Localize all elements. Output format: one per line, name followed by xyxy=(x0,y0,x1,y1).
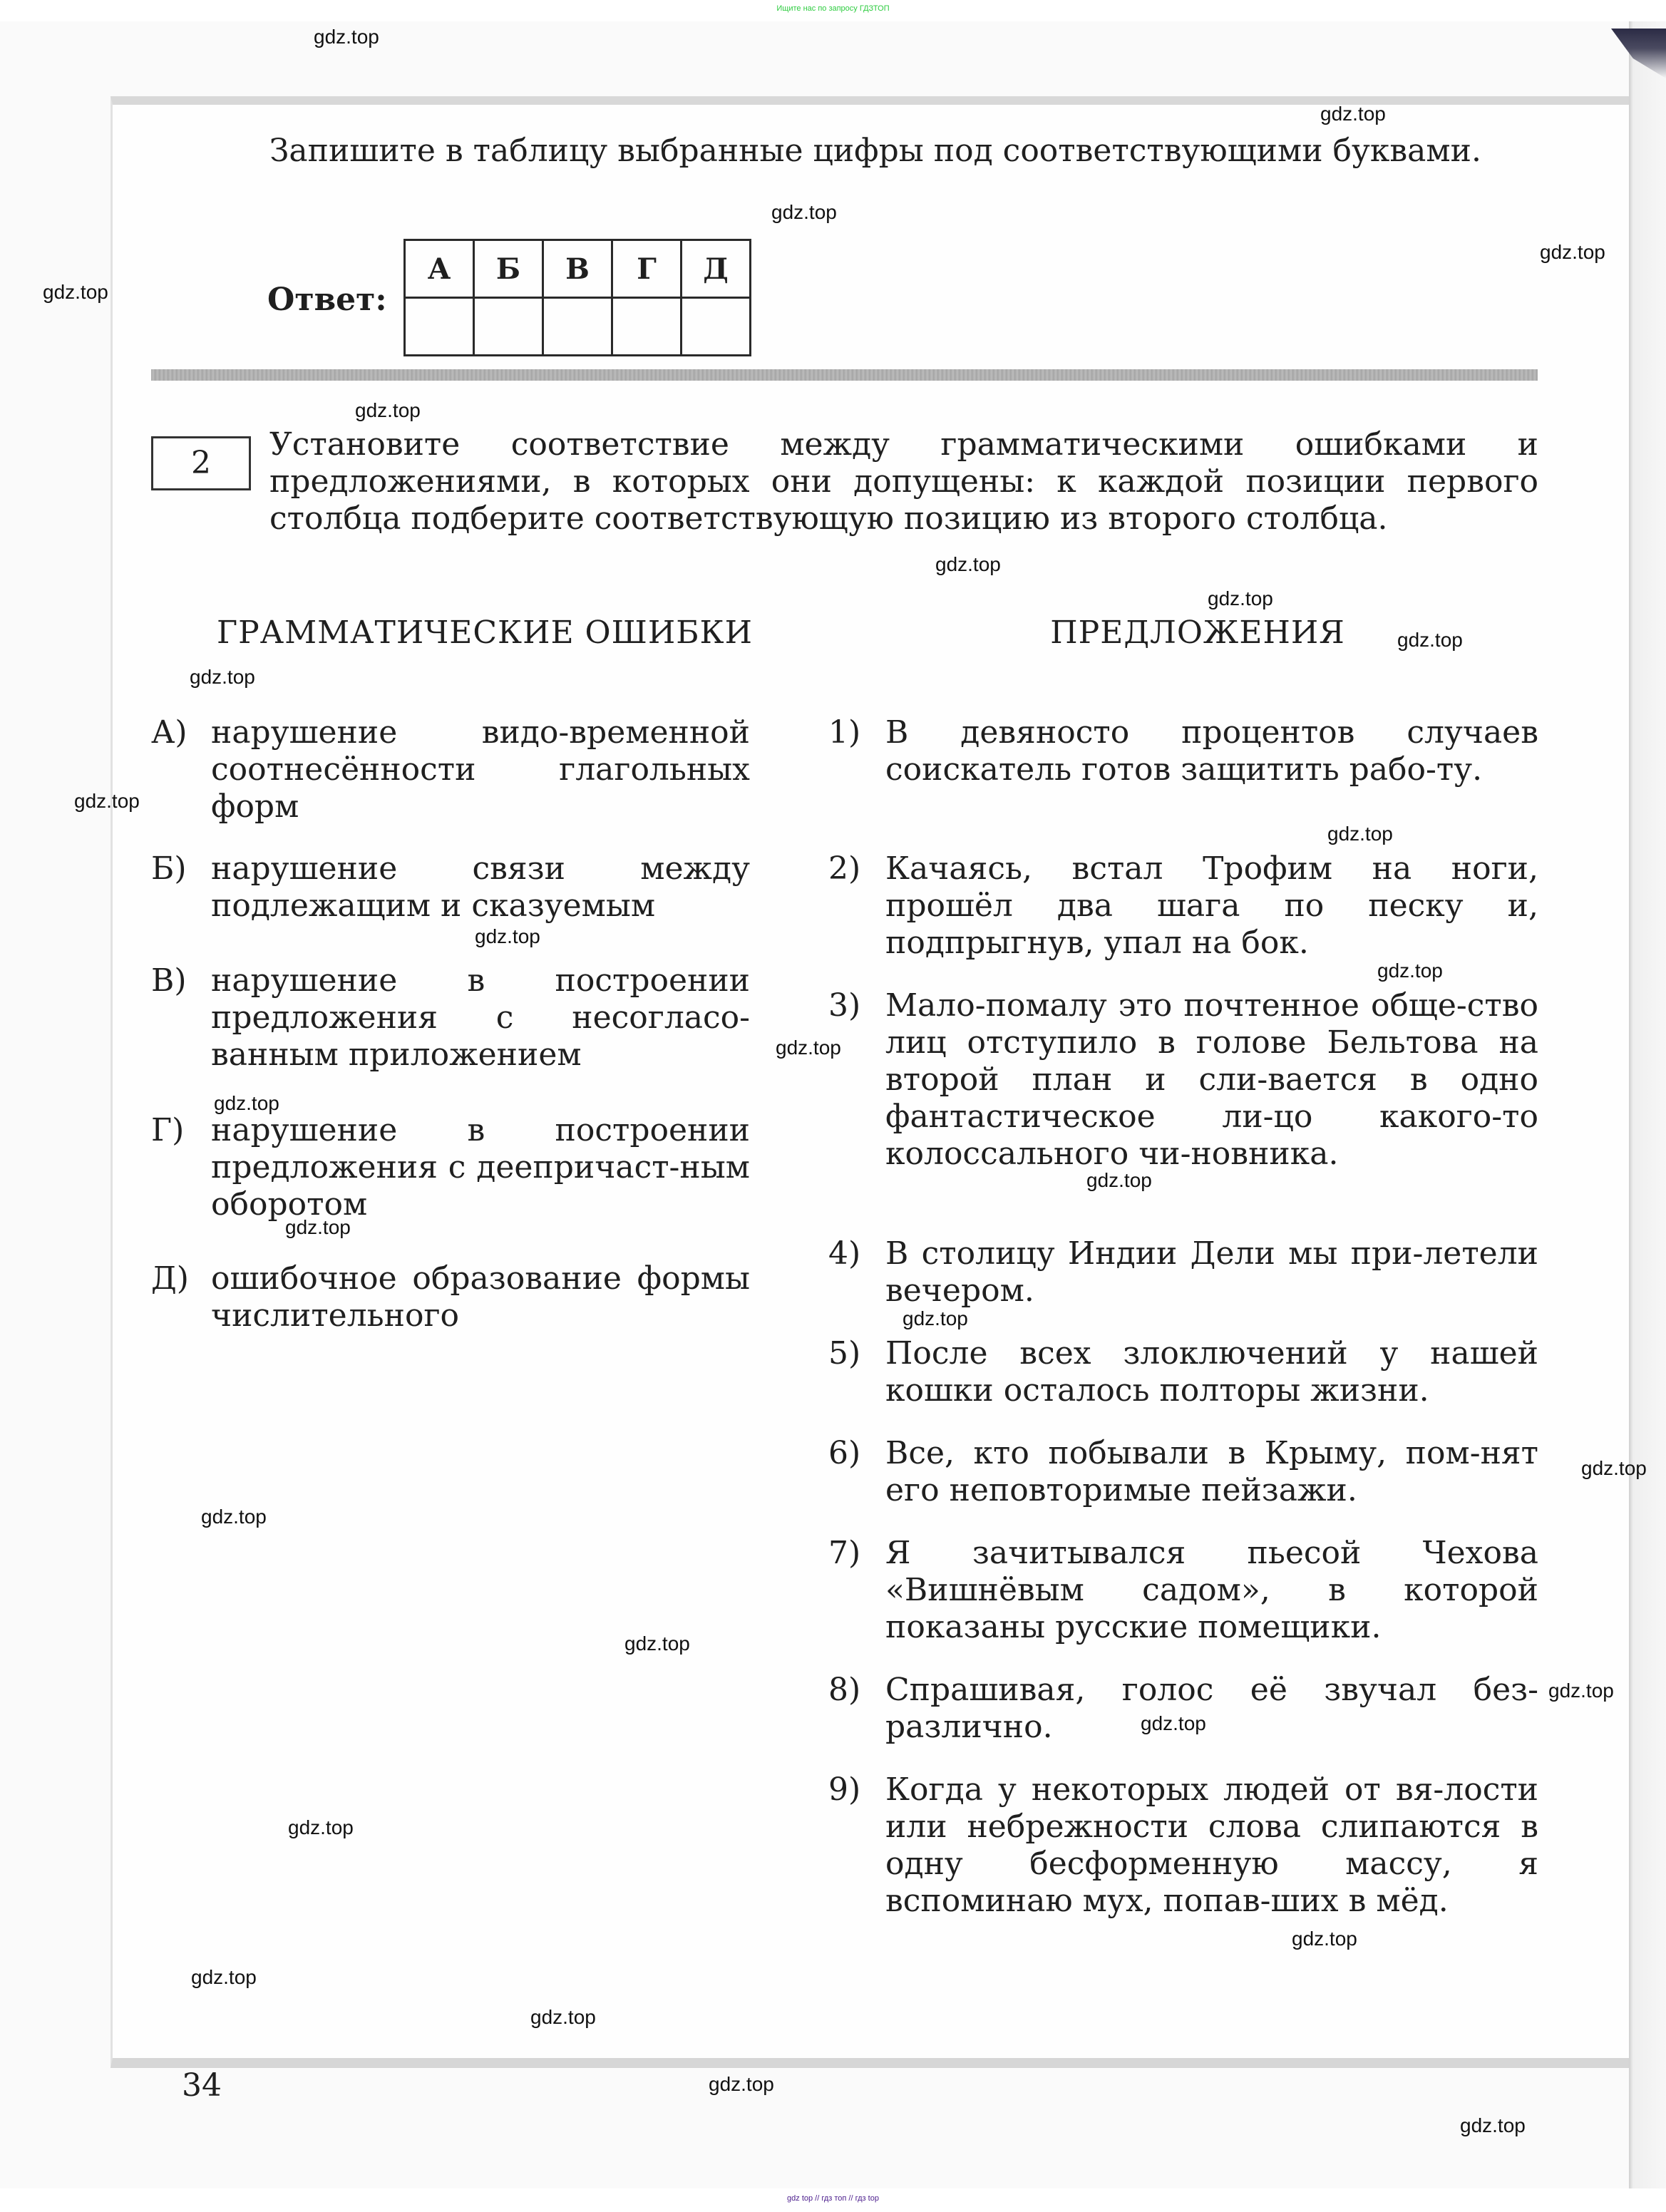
watermark: gdz.top xyxy=(1581,1457,1647,1479)
watermark: gdz.top xyxy=(903,1307,968,1329)
sentence-text: Качаясь, встал Трофим на ноги, прошёл два шага по песку и, подпрыгнув, упал на бок. xyxy=(885,850,1538,961)
watermark: gdz.top xyxy=(1327,823,1393,845)
sentence-text: Я зачитывался пьесой Чехова «Вишнёвым садом», в которой показаны русские помещики. xyxy=(885,1535,1538,1645)
sentence-item-5 xyxy=(828,1335,1538,1409)
sentence-label: 3) xyxy=(828,987,861,1024)
task-instruction: Установите соответствие между грамматическими ошибками и предложениями, в которых они допущены: к каждой позиции первого столбца подберите соответствующую позицию из второго столбца. xyxy=(269,426,1538,537)
top-banner: Ищите нас по запросу ГДЗТОП xyxy=(776,4,890,13)
sentence-item-2 xyxy=(828,850,1538,962)
sentence-label: 1) xyxy=(828,714,861,751)
error-label: В) xyxy=(151,962,187,999)
sentence-item-1 xyxy=(828,714,1538,788)
answer-cell-g[interactable] xyxy=(612,298,682,356)
error-item-a xyxy=(151,714,750,825)
watermark: gdz.top xyxy=(1540,241,1605,263)
task-number-box: 2 xyxy=(151,436,251,490)
sentence-item-4 xyxy=(828,1235,1538,1310)
error-text: нарушение связи между подлежащим и сказуемым xyxy=(211,850,750,924)
watermark: gdz.top xyxy=(1377,960,1443,982)
book-spine-shadow xyxy=(1629,21,1666,2188)
sentence-text: Все, кто побывали в Крыму, пом-нят его неповторимые пейзажи. xyxy=(885,1435,1538,1508)
sentence-text: В девяносто процентов случаев соискатель готов защитить рабо-ту. xyxy=(885,714,1538,788)
sentence-label: 7) xyxy=(828,1535,861,1571)
sentence-label: 5) xyxy=(828,1335,861,1372)
watermark: gdz.top xyxy=(314,26,379,48)
answer-col-d: Д xyxy=(682,240,751,298)
sentence-label: 8) xyxy=(828,1672,861,1708)
error-label: Б) xyxy=(151,850,187,887)
watermark: gdz.top xyxy=(43,281,108,303)
watermark: gdz.top xyxy=(624,1632,690,1655)
answer-col-g: Г xyxy=(612,240,682,298)
watermark: gdz.top xyxy=(935,553,1001,575)
watermark: gdz.top xyxy=(1208,587,1273,609)
bottom-banner: gdz top // гдз топ // гдз top xyxy=(787,2194,879,2203)
sentence-text: Когда у некоторых людей от вя-лости или небрежности слова слипаются в одну бесформенную массу, я вспоминаю мух, попав-ших в мёд. xyxy=(885,1771,1538,1919)
error-label: Г) xyxy=(151,1112,185,1148)
watermark: gdz.top xyxy=(191,1966,257,1988)
watermark: gdz.top xyxy=(1292,1928,1357,1950)
answer-col-b: Б xyxy=(474,240,543,298)
error-label: Д) xyxy=(151,1260,189,1297)
sentence-label: 2) xyxy=(828,850,861,887)
answer-table xyxy=(403,239,751,356)
answer-cell-d[interactable] xyxy=(682,298,751,356)
answer-cell-a[interactable] xyxy=(405,298,474,356)
sentence-label: 6) xyxy=(828,1435,861,1471)
answer-table-value-row xyxy=(405,298,751,356)
watermark: gdz.top xyxy=(285,1216,351,1238)
watermark: gdz.top xyxy=(355,399,421,421)
error-item-b xyxy=(151,850,750,925)
sentence-item-9 xyxy=(828,1771,1538,1920)
watermark: gdz.top xyxy=(1320,103,1386,125)
section-divider xyxy=(151,369,1538,381)
sentence-label: 4) xyxy=(828,1235,861,1272)
watermark: gdz.top xyxy=(1086,1169,1152,1191)
sentences-column-header: ПРЕДЛОЖЕНИЯ xyxy=(1050,614,1345,651)
error-item-d xyxy=(151,1260,750,1334)
sentence-item-7 xyxy=(828,1535,1538,1646)
answer-cell-v[interactable] xyxy=(543,298,612,356)
sentence-item-6 xyxy=(828,1435,1538,1509)
error-item-v xyxy=(151,962,750,1074)
sentence-text: В столицу Индии Дели мы при-летели вечером. xyxy=(885,1235,1538,1309)
answer-col-v: В xyxy=(543,240,612,298)
sentence-label: 9) xyxy=(828,1771,861,1808)
error-label: А) xyxy=(151,714,187,751)
error-text: нарушение в построении предложения с деепричаст-ным оборотом xyxy=(211,1112,750,1223)
error-text: ошибочное образование формы числительного xyxy=(211,1260,750,1334)
page-number: 34 xyxy=(182,2067,222,2104)
error-text: нарушение в построении предложения с несогласо-ванным приложением xyxy=(211,962,750,1073)
watermark: gdz.top xyxy=(709,2073,774,2095)
error-text: нарушение видо-временной соотнесённости глагольных форм xyxy=(211,714,750,825)
answer-col-a: А xyxy=(405,240,474,298)
sentence-text: После всех злоключений у нашей кошки осталось полторы жизни. xyxy=(885,1335,1538,1409)
watermark: gdz.top xyxy=(74,790,140,812)
watermark: gdz.top xyxy=(1548,1679,1614,1702)
error-item-g xyxy=(151,1112,750,1223)
watermark: gdz.top xyxy=(530,2006,596,2028)
answer-table-header-row xyxy=(405,240,751,298)
watermark: gdz.top xyxy=(201,1506,267,1528)
sentence-text: Мало-помалу это почтенное обще-ство лиц отступило в голове Бельтова на второй план и сли-вается в одно фантастическое ли-цо какого-то колоссального чи-новника. xyxy=(885,987,1538,1172)
watermark: gdz.top xyxy=(776,1036,841,1059)
watermark: gdz.top xyxy=(1141,1712,1206,1734)
watermark: gdz.top xyxy=(288,1816,354,1838)
watermark: gdz.top xyxy=(190,666,255,688)
watermark: gdz.top xyxy=(475,925,540,947)
answer-label: Ответ: xyxy=(267,282,387,318)
intro-instruction: Запишите в таблицу выбранные цифры под соответствующими буквами. xyxy=(269,133,1481,169)
watermark: gdz.top xyxy=(771,201,837,223)
watermark: gdz.top xyxy=(1397,629,1463,651)
watermark: gdz.top xyxy=(1460,2114,1526,2136)
watermark: gdz.top xyxy=(214,1092,279,1114)
sentence-text: Спрашивая, голос её звучал без-различно. xyxy=(885,1672,1538,1745)
answer-cell-b[interactable] xyxy=(474,298,543,356)
errors-column-header: ГРАММАТИЧЕСКИЕ ОШИБКИ xyxy=(217,614,753,651)
sentence-item-3 xyxy=(828,987,1538,1173)
